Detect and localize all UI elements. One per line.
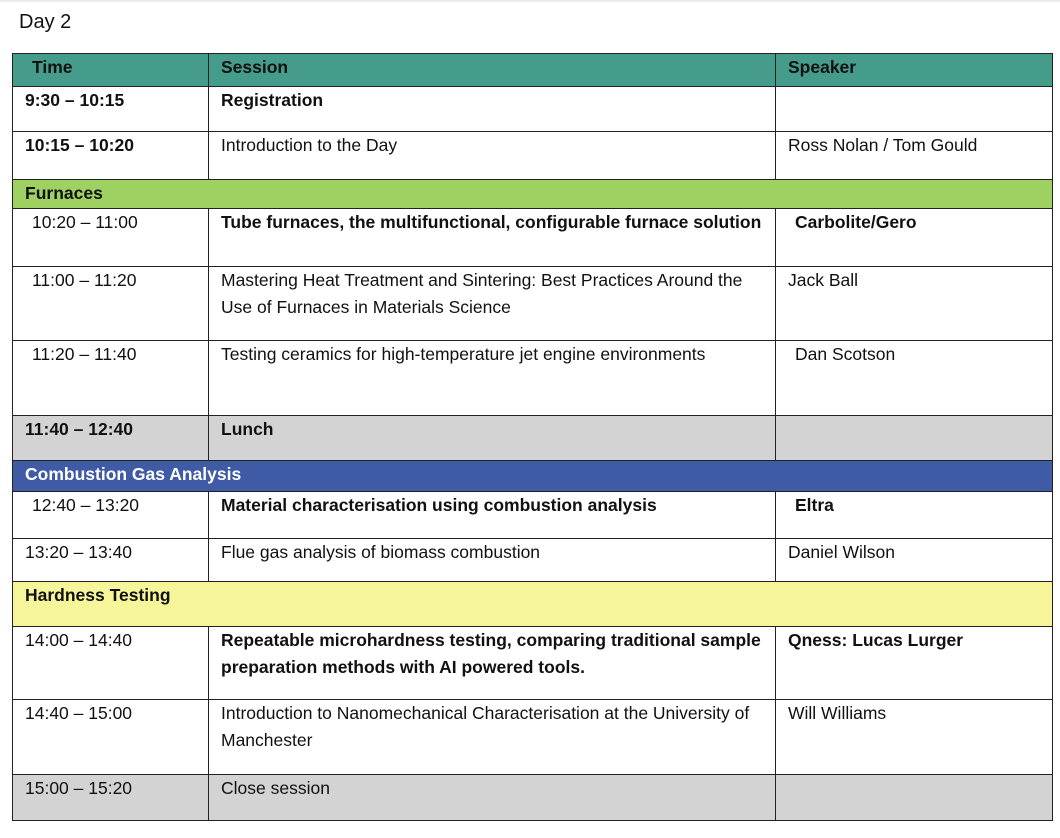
header-row — [13, 54, 1053, 87]
time-cell: 10:15 – 10:20 — [13, 132, 209, 180]
session-cell: Registration — [209, 87, 776, 132]
table-row — [13, 775, 1053, 821]
top-edge — [0, 0, 1060, 3]
day-title: Day 2 — [19, 11, 72, 33]
session-cell: Introduction to the Day — [209, 132, 776, 180]
speaker-cell: Eltra — [776, 492, 1053, 539]
time-cell: 11:00 – 11:20 — [13, 267, 209, 341]
session-cell: Flue gas analysis of biomass combustion — [209, 539, 776, 582]
table-row — [13, 87, 1053, 132]
time-cell: 15:00 – 15:20 — [13, 775, 209, 821]
time-cell: 14:00 – 14:40 — [13, 627, 209, 700]
table-row — [13, 492, 1053, 539]
section-row-combustion — [13, 461, 1053, 492]
time-cell: 12:40 – 13:20 — [13, 492, 209, 539]
section-row-hardness — [13, 582, 1053, 627]
speaker-cell: Ross Nolan / Tom Gould — [776, 132, 1053, 180]
session-cell: Mastering Heat Treatment and Sintering: Best Practices Around the Use of Furnaces in Materials Science — [209, 267, 776, 341]
header-speaker: Speaker — [776, 54, 1053, 87]
time-cell: 10:20 – 11:00 — [13, 209, 209, 267]
table-row — [13, 132, 1053, 180]
speaker-cell: Will Williams — [776, 700, 1053, 775]
table-row — [13, 539, 1053, 582]
section-row-furnaces — [13, 180, 1053, 209]
section-title: Hardness Testing — [13, 582, 1053, 627]
speaker-cell — [776, 416, 1053, 461]
header-session: Session — [209, 54, 776, 87]
speaker-cell — [776, 775, 1053, 821]
table-row — [13, 416, 1053, 461]
section-title: Combustion Gas Analysis — [13, 461, 1053, 492]
header-time: Time — [13, 54, 209, 87]
speaker-cell: Qness: Lucas Lurger — [776, 627, 1053, 700]
session-cell: Tube furnaces, the multifunctional, configurable furnace solution — [209, 209, 776, 267]
speaker-cell: Carbolite/Gero — [776, 209, 1053, 267]
section-title: Furnaces — [13, 180, 1053, 209]
speaker-cell: Dan Scotson — [776, 341, 1053, 416]
schedule-table — [12, 53, 1053, 821]
session-cell: Material characterisation using combustion analysis — [209, 492, 776, 539]
speaker-cell: Jack Ball — [776, 267, 1053, 341]
table-row — [13, 627, 1053, 700]
time-cell: 11:40 – 12:40 — [13, 416, 209, 461]
table-row — [13, 341, 1053, 416]
table-row — [13, 267, 1053, 341]
speaker-cell — [776, 87, 1053, 132]
session-cell: Repeatable microhardness testing, comparing traditional sample preparation methods with AI powered tools. — [209, 627, 776, 700]
table-row — [13, 700, 1053, 775]
session-cell: Close session — [209, 775, 776, 821]
table-row — [13, 209, 1053, 267]
session-cell: Introduction to Nanomechanical Characterisation at the University of Manchester — [209, 700, 776, 775]
session-cell: Testing ceramics for high-temperature jet engine environments — [209, 341, 776, 416]
time-cell: 11:20 – 11:40 — [13, 341, 209, 416]
time-cell: 9:30 – 10:15 — [13, 87, 209, 132]
time-cell: 13:20 – 13:40 — [13, 539, 209, 582]
speaker-cell: Daniel Wilson — [776, 539, 1053, 582]
session-cell: Lunch — [209, 416, 776, 461]
time-cell: 14:40 – 15:00 — [13, 700, 209, 775]
